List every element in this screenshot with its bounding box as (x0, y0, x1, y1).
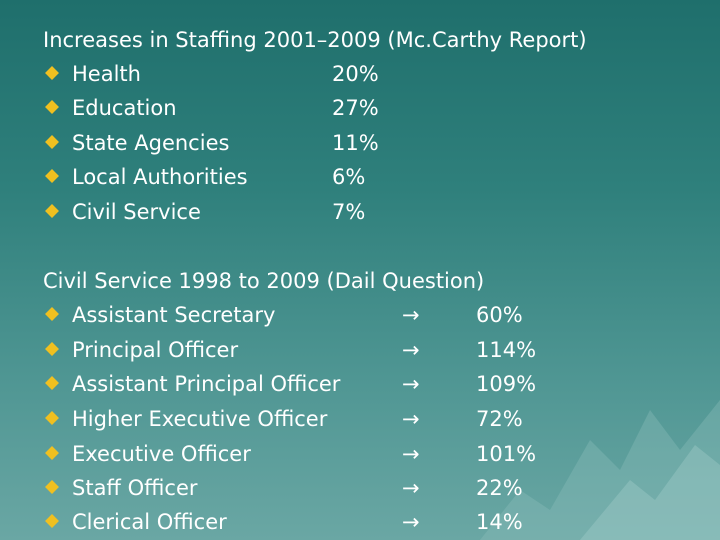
diamond-bullet-icon (45, 100, 59, 114)
list-item-label: Education (72, 96, 177, 120)
diamond-bullet-icon (45, 480, 59, 494)
list-item-value: 27% (332, 96, 379, 120)
diamond-bullet-icon (45, 204, 59, 218)
right-arrow-icon: → (402, 476, 420, 500)
list-item-label: Assistant Secretary (72, 303, 276, 327)
right-arrow-icon: → (402, 338, 420, 362)
list-item-value: 11% (332, 131, 379, 155)
list-item-label: State Agencies (72, 131, 230, 155)
section2-title: Civil Service 1998 to 2009 (Dail Question) (43, 269, 485, 293)
diamond-bullet-icon (45, 411, 59, 425)
right-arrow-icon: → (402, 303, 420, 327)
list-item-label: Assistant Principal Officer (72, 372, 341, 396)
list-item-value: 14% (476, 510, 523, 534)
list-item-value: 109% (476, 372, 537, 396)
diamond-bullet-icon (45, 446, 59, 460)
list-item-value: 20% (332, 62, 379, 86)
list-item-value: 22% (476, 476, 523, 500)
list-item-value: 7% (332, 200, 366, 224)
list-item-value: 6% (332, 165, 366, 189)
diamond-bullet-icon (45, 514, 59, 528)
list-item-value: 60% (476, 303, 523, 327)
list-item-label: Clerical Officer (72, 510, 227, 534)
list-item-label: Principal Officer (72, 338, 239, 362)
list-item-value: 72% (476, 407, 523, 431)
diamond-bullet-icon (45, 169, 59, 183)
list-item-label: Executive Officer (72, 442, 251, 466)
diamond-bullet-icon (45, 307, 59, 321)
diamond-bullet-icon (45, 66, 59, 80)
list-item-label: Health (72, 62, 141, 86)
right-arrow-icon: → (402, 442, 420, 466)
list-item-label: Local Authorities (72, 165, 248, 189)
list-item-value: 101% (476, 442, 537, 466)
diamond-bullet-icon (45, 342, 59, 356)
diamond-bullet-icon (45, 135, 59, 149)
right-arrow-icon: → (402, 372, 420, 396)
list-item-label: Higher Executive Officer (72, 407, 328, 431)
section1-title: Increases in Staffing 2001–2009 (Mc.Carthy Report) (43, 28, 587, 52)
diamond-bullet-icon (45, 376, 59, 390)
list-item-label: Civil Service (72, 200, 201, 224)
list-item-value: 114% (476, 338, 537, 362)
list-item-label: Staff Officer (72, 476, 198, 500)
right-arrow-icon: → (402, 510, 420, 534)
right-arrow-icon: → (402, 407, 420, 431)
